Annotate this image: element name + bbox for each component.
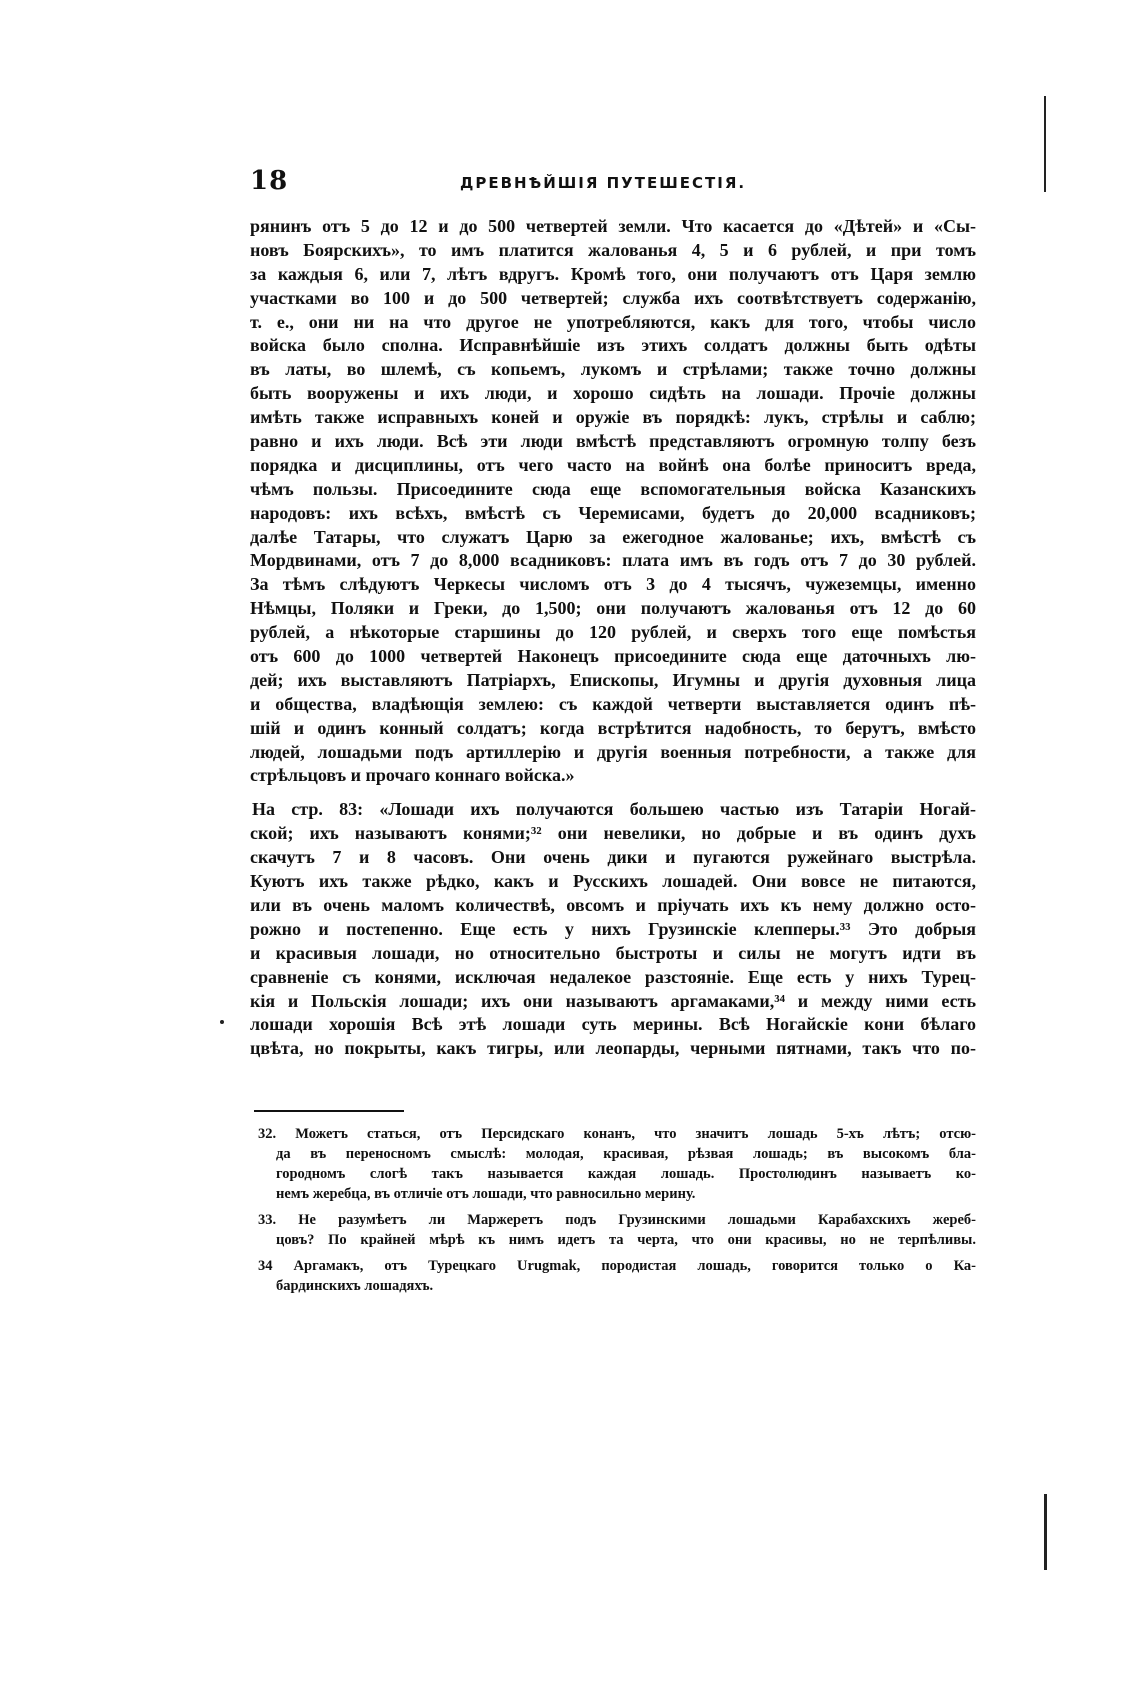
- footnote-line: бардинскихъ лошадяхъ.: [276, 1278, 434, 1294]
- paragraph-1: [250, 215, 976, 788]
- text-line: быть вооружены и ихъ люди, и хорошо сидѣть на лошади. Прочіе должны: [250, 383, 976, 404]
- footnote-line: немъ жеребца, въ отличіе отъ лошади, что равносильно мерину.: [276, 1186, 696, 1202]
- text-line: въ латы, во шлемѣ, съ копьемъ, лукомъ и стрѣлами; также точно должны: [250, 359, 976, 380]
- page-header: [250, 166, 980, 206]
- text-line: участками во 100 и до 500 четвертей; служба ихъ соотвѣтствуетъ содержанію,: [250, 287, 976, 308]
- text-line: имѣть также исправныхъ коней и оружіе въ порядкѣ: лукъ, стрѣлы и саблю;: [250, 407, 976, 428]
- text-line: далѣе Татары, что служатъ Царю за ежегодное жалованье; ихъ, вмѣстѣ съ: [250, 526, 976, 547]
- text-line: Мордвинами, отъ 7 до 8,000 всадниковъ: плата имъ въ годъ отъ 7 до 30 рублей.: [250, 550, 976, 571]
- text-line: рянинъ отъ 5 до 12 и до 500 четвертей земли. Что касается до «Дѣтей» и «Сы-: [250, 216, 976, 236]
- text-line: стрѣльцовъ и прочаго коннаго войска.»: [250, 765, 575, 786]
- text-line: сравненіе съ конями, исключая недалекое разстояніе. Еще есть у нихъ Турец-: [250, 966, 976, 987]
- text-line: войска было сполна. Исправнѣйшіе изъ этихъ солдатъ должны быть одѣты: [250, 335, 976, 356]
- footnote-line: цовъ? По крайней мѣрѣ къ нимъ идетъ та черта, что они красивы, но не терпѣливы.: [276, 1232, 976, 1248]
- footnote-divider: [254, 1110, 404, 1112]
- text-line: т. е., они ни на что другое не употребляются, какъ для того, чтобы число: [250, 311, 976, 332]
- text-line: Нѣмцы, Поляки и Греки, до 1,500; они получаютъ жалованья отъ 12 до 60: [250, 598, 976, 619]
- main-text: [250, 215, 976, 1061]
- text-line: и красивыя лошади, но относительно быстроты и силы не могутъ идти въ: [250, 942, 976, 963]
- text-line: Куютъ ихъ также рѣдко, какъ и Русскихъ лошадей. Они вовсе не питаются,: [250, 871, 976, 892]
- text-line: людей, лошадьми подъ артиллерію и другія военныя потребности, а также для: [250, 741, 976, 762]
- text-line: кія и Польскія лошади; ихъ они называютъ аргамаками,³⁴ и между ними есть: [250, 990, 976, 1011]
- running-title: ДРЕВНѢЙШІЯ ПУТЕШЕСТІЯ.: [460, 174, 747, 192]
- page-edge-line-bottom: [1044, 1494, 1047, 1570]
- text-line: равно и ихъ люди. Всѣ эти люди вмѣстѣ представляютъ огромную толпу безъ: [250, 431, 976, 452]
- page-edge-line-top: [1044, 96, 1046, 192]
- text-line: шій и одинъ конный солдатъ; когда встрѣтится надобность, то берутъ, вмѣсто: [250, 717, 976, 738]
- text-line: За тѣмъ слѣдуютъ Черкесы числомъ отъ 3 до 4 тысячъ, чужеземцы, именно: [250, 574, 976, 595]
- text-line: чѣмъ пользы. Присоедините сюда еще вспомогательныя войска Казанскихъ: [250, 478, 976, 499]
- paragraph-2: [250, 798, 976, 1061]
- text-line: На стр. 83: «Лошади ихъ получаются большею частью изъ Татаріи Ногай-: [252, 799, 976, 820]
- footnote-34: [258, 1256, 976, 1296]
- footnote-33: [258, 1210, 976, 1250]
- text-line: цвѣта, но покрыты, какъ тигры, или леопарды, черными пятнами, такъ что по-: [250, 1038, 976, 1059]
- text-line: скачутъ 7 и 8 часовъ. Они очень дики и пугаются ружейнаго выстрѣла.: [250, 847, 976, 868]
- page-number: 18: [250, 166, 289, 196]
- text-line: и общества, владѣющія землею: съ каждой четверти выставляется одинъ пѣ-: [250, 693, 976, 714]
- text-line: дей; ихъ выставляютъ Патріархъ, Епископы, Игумны и другія духовныя лица: [250, 669, 976, 690]
- footnote-32: [258, 1124, 976, 1204]
- text-line: новъ Боярскихъ», то имъ платится жалованья 4, 5 и 6 рублей, и при томъ: [250, 239, 976, 260]
- footnote-line: 32. Можетъ статься, отъ Персидскаго конанъ, что значитъ лошадь 5-хъ лѣтъ; отсю-: [258, 1126, 976, 1142]
- footnote-line: городномъ слогѣ такъ называется каждая лошадь. Простолюдинъ называетъ ко-: [276, 1166, 976, 1182]
- footnote-line: 34 Аргамакъ, отъ Турецкаго Urugmak, породистая лошадь, говорится только о Ка-: [258, 1258, 976, 1274]
- footnote-line: 33. Не разумѣетъ ли Маржеретъ подъ Грузинскими лошадьми Карабахскихъ жереб-: [258, 1212, 976, 1228]
- footnote-line: да въ переносномъ смыслѣ: молодая, красивая, рѣзвая лошадь; въ высокомъ бла-: [276, 1146, 976, 1162]
- footnotes: [258, 1124, 976, 1302]
- text-line: порядка и дисциплины, отъ чего часто на войнѣ она болѣе приноситъ вреда,: [250, 454, 976, 475]
- text-line: рожно и постепенно. Еще есть у нихъ Грузинскіе клепперы.³³ Это добрыя: [250, 918, 976, 939]
- text-line: за каждыя 6, или 7, лѣтъ вдругъ. Кромѣ того, они получаютъ отъ Царя землю: [250, 263, 976, 284]
- text-line: рублей, а нѣкоторые старшины до 120 рублей, и сверхъ того еще помѣстья: [250, 622, 976, 643]
- text-line: ской; ихъ называютъ конями;³² они невелики, но добрые и въ одинъ духъ: [250, 823, 976, 844]
- ink-speck: [220, 1020, 224, 1024]
- text-line: отъ 600 до 1000 четвертей Наконецъ присоедините сюда еще даточныхъ лю-: [250, 646, 976, 667]
- text-line: лошади хорошія Всѣ этѣ лошади суть мерины. Всѣ Ногайскіе кони бѣлаго: [250, 1014, 976, 1035]
- text-line: или въ очень маломъ количествѣ, овсомъ и пріучать ихъ къ нему должно осто-: [250, 894, 976, 915]
- text-line: народовъ: ихъ всѣхъ, вмѣстѣ съ Черемисами, будетъ до 20,000 всадниковъ;: [250, 502, 976, 523]
